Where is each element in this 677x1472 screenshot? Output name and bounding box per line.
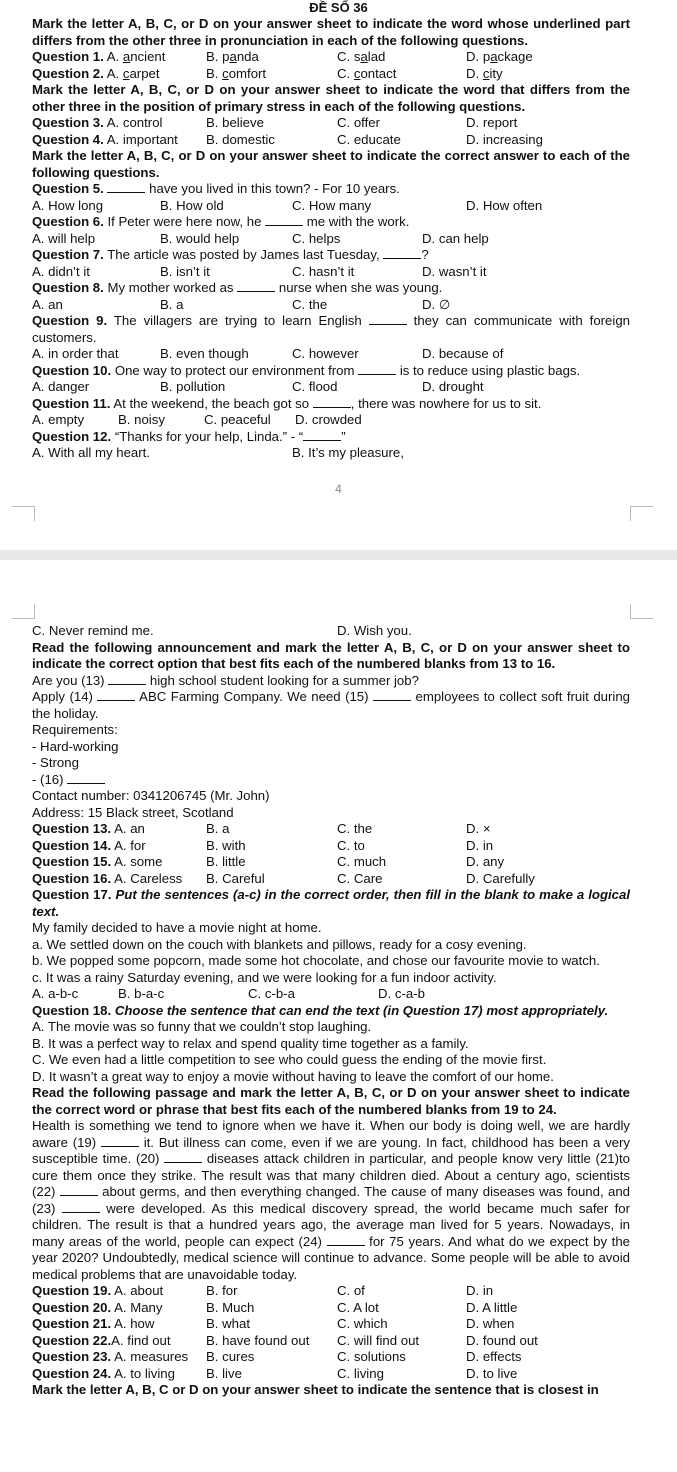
page-separator [0, 550, 677, 560]
question-5-options: A. How long B. How old C. How many D. How often [32, 197, 543, 213]
q3-option-b[interactable]: B. believe [206, 115, 264, 130]
q3-option-c[interactable]: C. offer [337, 115, 381, 130]
question-23: Question 23. A. measures B. cures C. solutions D. effects [32, 1349, 522, 1364]
address: Address: 15 Black street, Scotland [32, 804, 234, 820]
exam-page-2 [0, 560, 677, 1472]
crop-mark-bottom-right [630, 506, 653, 521]
question-13: Question 13. A. an B. a C. the D. × [32, 821, 491, 836]
question-3: Question 3. A. control B. believe C. offer D. report [32, 115, 518, 130]
question-15: Question 15. A. some B. little C. much D. any [32, 854, 505, 869]
q18-option-b[interactable]: B. It was a perfect way to relax and spend quality time together as a family. [32, 1035, 469, 1051]
question-20: Question 20. A. Many B. Much C. A lot D. A little [32, 1299, 518, 1315]
question-12-stem: Question 12. “Thanks for your help, Linda.” - “ ” [32, 428, 346, 444]
question-8-options: A. an B. a C. the D. ∅ [32, 296, 451, 312]
question-21: Question 21. A. how B. what C. which D. when [32, 1316, 515, 1331]
q1-option-b[interactable]: B. panda [206, 49, 259, 64]
requirement-item: - Hard-working [32, 738, 119, 754]
instruction-pronunciation: Mark the letter A, B, C, or D on your answer sheet to indicate the word whose underlined part differs from the other three in pronunciation in each of the following questions. [32, 16, 630, 48]
crop-mark-top-left [12, 604, 35, 619]
crop-mark-top-right [630, 604, 653, 619]
q17-sentence-a: a. We settled down on the couch with blankets and pillows, ready for a cosy evening. [32, 936, 527, 952]
announcement-line-2: Apply (14) ABC Farming Company. We need (15) employees to collect soft fruit during the holiday. [32, 689, 630, 721]
question-18-instruction: Question 18. Choose the sentence that can end the text (in Question 17) most appropriately. [32, 1002, 609, 1018]
q17-sentence-b: b. We popped some popcorn, made some hot chocolate, and chose our favourite movie to watch. [32, 953, 600, 968]
question-14: Question 14. A. for B. with C. to D. in [32, 837, 494, 853]
q18-option-c[interactable]: C. We even had a little competition to see who could guess the ending of the movie first. [32, 1052, 547, 1067]
question-22: Question 22.A. find out B. have found out C. will find out D. found out [32, 1332, 538, 1348]
q17-intro: My family decided to have a movie night at home. [32, 920, 322, 935]
question-17-instruction: Question 17. Put the sentences (a-c) in the correct order, then fill in the blank to make a logical text. [32, 887, 630, 919]
question-11-stem: Question 11. At the weekend, the beach got so , there was nowhere for us to sit. [32, 395, 542, 411]
instruction-announcement: Read the following announcement and mark the letter A, B, C, or D on your answer sheet to indicate the correct option that best fits each of the numbered blanks from 13 to 16. [32, 639, 630, 671]
question-19: Question 19. A. about B. for C. of D. in [32, 1283, 494, 1298]
q4-option-b[interactable]: B. domestic [206, 131, 275, 147]
question-16: Question 16. A. Careless B. Careful C. Care D. Carefully [32, 870, 535, 886]
question-12-options: A. With all my heart. B. It’s my pleasure, [32, 445, 404, 460]
reading-passage: Health is something we tend to ignore when we have it. When our body is doing well, we are hardly aware (19) it. But illness can come, even if we are young. In fact, childhood has been a very susceptible time. (20) diseases attack children in particular, and people know very little (21)to cure them once they strike. The result was that many children died. About a century ago, scientists (22) about germs, and then everything changed. The cause of many diseases was found, and (23) were developed. As this medical discovery spread, the world became much safer for children. The result is that a hundred years ago, the average man lived for 5 years. Nowadays, in many areas of the world, people can expect (24) for 75 years. And what do we expect by the year 2020? Undoubtedly, medical science will continue to advance. Some people will be able to avoid medical problems that are unavoidable today. [32, 1118, 631, 1282]
question-9-stem: Question 9. The villagers are trying to learn English they can communicate with foreign customers. [32, 313, 630, 345]
q4-option-c[interactable]: C. educate [337, 131, 401, 147]
question-8-stem: Question 8. My mother worked as nurse when she was young. [32, 280, 443, 295]
question-10-stem: Question 10. One way to protect our environment from is to reduce using plastic bags. [32, 362, 581, 378]
announcement-line-1: Are you (13) high school student looking for a summer job? [32, 672, 419, 688]
question-5-stem: Question 5. have you lived in this town? - For 10 years. [32, 181, 400, 196]
q4-option-d[interactable]: D. increasing [466, 131, 543, 147]
instruction-closest-meaning: Mark the letter A, B, C or D on your answer sheet to indicate the sentence that is closest in [32, 1382, 599, 1397]
question-4: Question 4. A. important B. domestic C. educate D. increasing [32, 131, 543, 147]
q18-option-d[interactable]: D. It wasn’t a great way to enjoy a movie without having to leave the comfort of our home. [32, 1068, 554, 1084]
question-2: Question 2. A. carpet B. comfort C. contact D. city [32, 65, 503, 81]
question-6-stem: Question 6. If Peter were here now, he me with the work. [32, 214, 410, 229]
question-7-stem: Question 7. The article was posted by James last Tuesday, ? [32, 247, 429, 262]
requirements-heading: Requirements: [32, 722, 118, 737]
q1-option-d[interactable]: D. package [466, 49, 533, 64]
q17-sentence-c: c. It was a rainy Saturday evening, and we were looking for a fun indoor activity. [32, 969, 497, 985]
exam-page-1 [0, 0, 677, 550]
requirement-item: - (16) [32, 772, 630, 789]
exam-title: ĐỀ SỐ 36 [309, 0, 368, 15]
q2-option-d[interactable]: D. city [466, 65, 503, 81]
question-24: Question 24. A. to living B. live C. living D. to live [32, 1365, 518, 1381]
q3-option-d[interactable]: D. report [466, 115, 518, 130]
page-number: 4 [335, 482, 342, 496]
question-10-options: A. danger B. pollution C. flood D. drought [32, 379, 484, 394]
page2-content [32, 623, 630, 1399]
instruction-stress: Mark the letter A, B, C, or D on your answer sheet to indicate the word that differs from the other three in the position of primary stress in each of the following questions. [32, 82, 630, 114]
q2-option-b[interactable]: B. comfort [206, 65, 267, 81]
q1-option-c[interactable]: C. salad [337, 49, 386, 64]
contact-number: Contact number: 0341206745 (Mr. John) [32, 788, 270, 803]
crop-mark-bottom-left [12, 506, 35, 521]
q2-option-c[interactable]: C. contact [337, 65, 397, 81]
requirement-item: - Strong [32, 755, 79, 770]
question-1: Question 1. A. ancient B. panda C. salad D. package [32, 49, 533, 64]
q18-option-a[interactable]: A. The movie was so funny that we couldn’t stop laughing. [32, 1019, 372, 1034]
instruction-passage: Read the following passage and mark the letter A, B, C, or D on your answer sheet to indicate the correct word or phrase that best fits each of the numbered blanks from 19 to 24. [32, 1085, 630, 1117]
question-9-options: A. in order that B. even though C. however D. because of [32, 346, 504, 361]
instruction-correct-answer: Mark the letter A, B, C, or D on your answer sheet to indicate the correct answer to each of the following questions. [32, 148, 630, 180]
question-11-options: A. empty B. noisy C. peaceful D. crowded [32, 412, 362, 427]
page1-content [32, 16, 630, 462]
question-12-options-cd: C. Never remind me. D. Wish you. [32, 623, 412, 638]
question-17-options: A. a-b-c B. b-a-c C. c-b-a D. c-a-b [32, 986, 425, 1001]
question-6-options: A. will help B. would help C. helps D. can help [32, 230, 489, 246]
question-7-options: A. didn’t it B. isn’t it C. hasn’t it D. wasn’t it [32, 263, 487, 279]
